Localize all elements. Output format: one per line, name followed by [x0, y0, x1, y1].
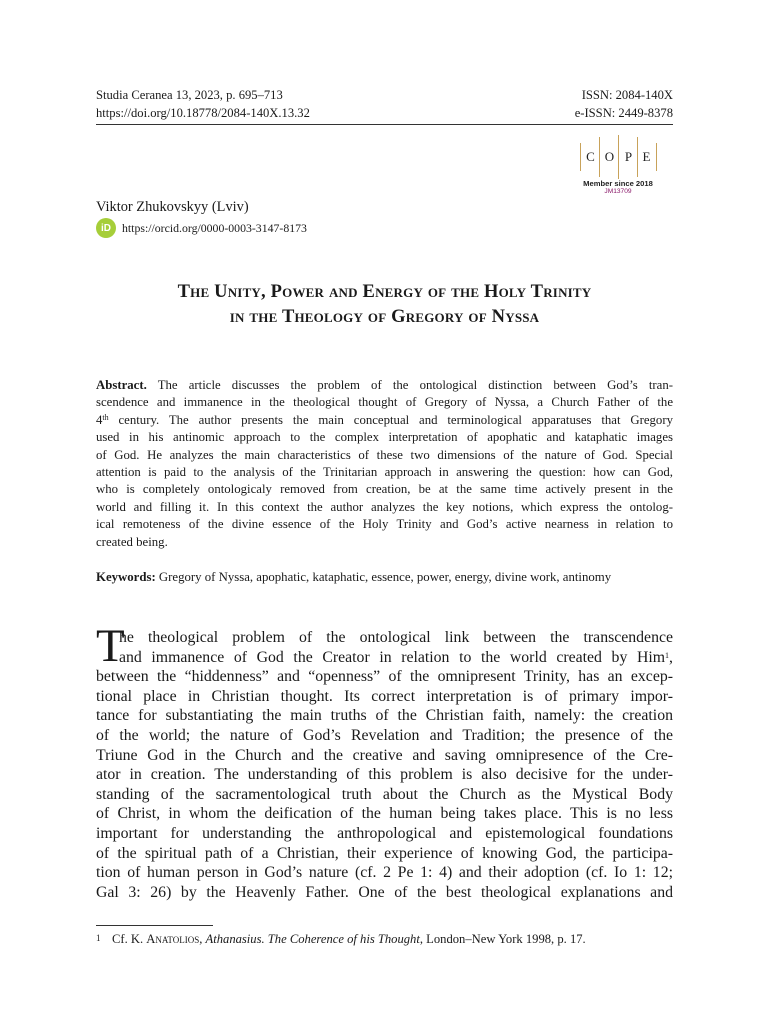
body-line: between the “hiddenness” and “openness” of the omnipresent Trinity, has an excep-: [96, 668, 673, 686]
footnote-number: 1: [96, 933, 101, 943]
cope-letter-p: P: [624, 149, 633, 164]
body-line: ator in creation. The understanding of this problem is also decisive for the under-: [96, 766, 673, 784]
keywords-text: Gregory of Nyssa, apophatic, kataphatic, essence, power, energy, divine work, antinomy: [158, 570, 612, 584]
abstract-line: who is completely ontologicaly removed from creation, be at the same time actively present in the: [96, 482, 673, 497]
abstract-label: Abstract.: [96, 378, 147, 392]
abstract-line: ical remoteness of the divine essence of the Holy Trinity and God’s active nearness in relation to: [96, 517, 673, 532]
orcid-line: [96, 218, 307, 238]
cope-letter-e: E: [642, 149, 651, 164]
abstract-line: of God. He analyzes the main characteristics of these two dimensions of the nature of God. Special: [96, 447, 673, 462]
article-page: [96, 0, 673, 1024]
article-title: [96, 280, 673, 330]
cope-logo: [580, 135, 658, 197]
cope-letter-o: O: [604, 149, 615, 164]
abstract-line: scendence and immanence in the theological thought of Gregory of Nyssa, a Church Father of the: [96, 395, 673, 410]
footnote-title: Athanasius. The Coherence of his Thought: [205, 932, 420, 946]
abstract-line: Abstract. The article discusses the problem of the ontological distinction between God’s tran-: [96, 378, 674, 392]
body-line: important for understanding the anthropological and epistemological foundations: [96, 824, 673, 842]
body-line: and immanence of God the Creator in relation to the world created by Him$^1$,: [119, 648, 673, 666]
footnote-divider: [96, 925, 213, 926]
drop-cap: T: [96, 620, 125, 672]
body-line: of the world; the nature of God’s Revelation and Tradition; the presence of the: [96, 726, 673, 744]
title-line-2: in the Theology of Gregory of Nyssa: [229, 307, 540, 327]
issn: ISSN: 2084-140X: [581, 88, 673, 102]
author-name: Viktor Zhukovskyy (Lviv): [96, 199, 249, 215]
cope-letter-c: C: [586, 149, 595, 164]
title-line-1: The Unity, Power and Energy of the Holy Trinity: [177, 282, 592, 302]
body-line: standing of the sacramentological truth about the Church as the Mystical Body: [96, 785, 673, 803]
body-line: of the spiritual path of a Christian, their experience of knowing God, the participa-: [96, 844, 673, 862]
orcid-icon: iD: [96, 218, 116, 238]
body-line: tional place in Christian thought. Its correct interpretation is of primary impor-: [96, 687, 673, 705]
abstract-line: used in his antinomic approach to the complex interpretation of apophatic and kataphatic images: [96, 430, 673, 445]
body-line: he theological problem of the ontological link between the transcendence: [119, 629, 673, 646]
body-line: of Christ, in whom the deification of the human being takes place. This is no less: [96, 805, 673, 823]
cope-member-since: Member since 2018: [583, 179, 653, 188]
keywords: [96, 569, 673, 586]
body-line: Gal 3: 26) by the Heavenly Father. One of the best theological explanations and: [96, 883, 673, 901]
cope-member-id: JM13709: [604, 188, 632, 195]
eissn: e-ISSN: 2449-8378: [574, 106, 673, 120]
abstract-line: 4th century. The author presents the main conceptual and terminological apparatuses that Gregory: [96, 412, 673, 427]
body-line: Triune God in the Church and the creative and saving omnipresence of the Cre-: [96, 746, 673, 764]
abstract-line: attention is paid to the analysis of the Trinitarian approach in answering the question: how can God,: [96, 464, 673, 479]
abstract-line: created being.: [96, 534, 168, 549]
abstract: [96, 377, 673, 551]
journal-citation: Studia Ceranea 13, 2023, p. 695–713: [96, 88, 283, 102]
body-line: tion of human person in God’s nature (cf. 2 Pe 1: 4) and their adoption (cf. Io 1: 12;: [96, 864, 673, 882]
body-text: [96, 620, 673, 902]
doi-link[interactable]: https://doi.org/10.18778/2084-140X.13.32: [96, 106, 310, 120]
footnote-ref[interactable]: 1: [665, 650, 670, 660]
keywords-label: Keywords:: [96, 570, 156, 584]
abstract-line: world and filling it. In this context the author analyzes the key notions, which express the ontolog-: [96, 499, 673, 514]
body-line: tance for substantiating the main truths of the Christian faith, namely: the creation: [96, 707, 673, 725]
footnote-author: Anatolios: [146, 932, 200, 946]
footnote-text: Cf. K. Anatolios, Athanasius. The Coherence of his Thought, London–New York 1998, p. 17.: [112, 932, 586, 946]
orcid-link[interactable]: https://orcid.org/0000-0003-3147-8173: [122, 220, 307, 235]
header-divider: [96, 124, 673, 125]
